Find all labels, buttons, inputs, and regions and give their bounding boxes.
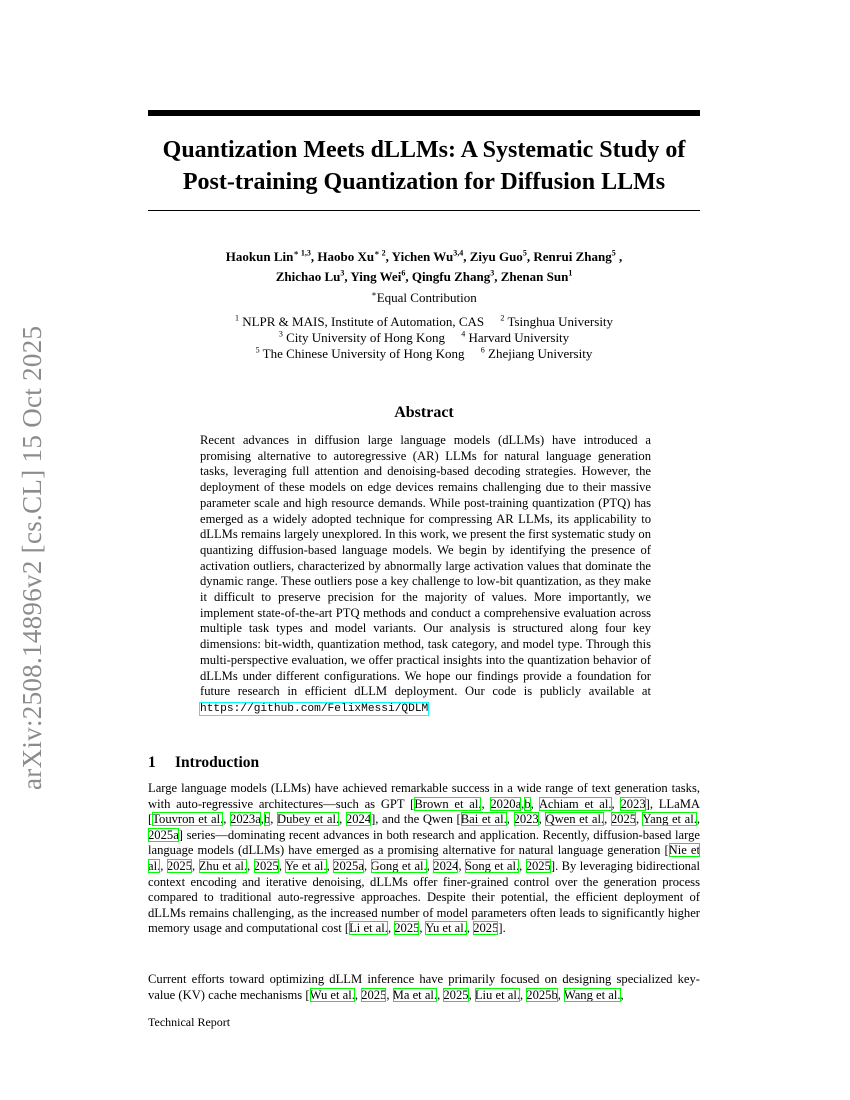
footnote-mark: ∗ [371,289,377,299]
affiliation-mark: 4 [461,329,466,339]
paragraph-text: ]. [498,921,506,936]
author-affiliation-mark: ∗ 1,3 [293,248,311,258]
affiliation-name: Zhejiang University [488,346,593,361]
author-name: Renrui Zhang [533,249,612,264]
paragraph-text: , [604,812,611,827]
citation-link[interactable]: Song et al. [465,858,520,873]
citation-link[interactable]: 2024 [345,812,372,827]
intro-paragraph-1 [148,781,700,937]
paragraph-text: , [339,812,346,827]
author-affiliation-mark: 5 [611,248,616,258]
citation-link[interactable]: 2020a [490,796,522,811]
paragraph-text: , [538,812,546,827]
affiliation-name: Harvard University [468,330,570,345]
citation-link[interactable]: Liu et al. [474,987,520,1002]
citation-link[interactable]: Li et al. [349,921,388,936]
citation-link[interactable]: 2024 [433,858,459,873]
paragraph-text: Current efforts toward optimizing dLLM inference have primarily focused on designing specialized key-value (KV) cache mechanisms [ [148,972,700,1002]
title-line-1: Quantization Meets dLLMs: A Systematic Study of [162,137,686,163]
paragraph-text: , [223,812,231,827]
abstract-heading: Abstract [394,404,454,421]
paragraph-text: , [278,858,285,873]
paragraph-text: , [557,987,564,1002]
citation-link[interactable]: Ye et al. [284,858,327,873]
code-link[interactable]: https://github.com/FelixMessi/QDLM [200,702,429,715]
citation-link[interactable]: 2025 [166,858,193,873]
paragraph-text: , [530,796,539,811]
paragraph-text: , [458,858,466,873]
affiliation-mark: 3 [278,329,283,339]
paragraph-text: , [696,812,701,827]
author-affiliation-mark: 3 [340,268,345,278]
paragraph-text: , [247,858,254,873]
citation-link[interactable]: Zhu et al. [198,858,248,873]
equal-contribution-note [148,290,700,306]
paragraph-text: , [519,858,526,873]
section-title: Introduction [175,754,260,771]
citation-link[interactable]: Yang et al. [642,812,697,827]
citation-link[interactable]: 2025 [253,858,279,873]
paragraph-text: ] series—dominating recent advances in both research and application. Recently, diffusion-based large language models (dLLMs) have emerged as a promising alternative for natural language generation [ [148,827,700,858]
equal-contribution-text: Equal Contribution [376,290,477,305]
paragraph-text: , [386,987,393,1002]
citation-link[interactable]: 2025a [333,858,364,873]
paragraph-text: , [468,987,475,1002]
paragraph-text: , [192,858,199,873]
section-number: 1 [148,754,156,771]
affiliation-mark: 2 [500,313,505,323]
title-line-2: Post-training Quantization for Diffusion LLMs [182,169,666,195]
paragraph-text: ]. By leveraging bidirectional context encoding and iterative denoising, dLLMs offer finer-grained control over the generation process compared to traditional auto-regressive approaches. Despite their potential, the efficient deployment of dLLMs remains challenging, as the increased number of model parameters often leads to significantly higher memory usage and computational cost [ [148,858,701,936]
footer-label: Technical Report [148,1015,231,1029]
citation-link[interactable]: b [263,812,271,827]
paragraph-text: , [326,858,334,873]
abstract-body [200,433,651,718]
intro-paragraph-2 [148,972,700,1003]
author-affiliation-mark: ∗ 2 [374,248,386,258]
citation-link[interactable]: 2023 [620,796,646,811]
citation-link[interactable]: 2025b [526,987,558,1002]
paragraph-text: , [354,987,362,1002]
paragraph-text: ], and the Qwen [ [371,812,461,827]
citation-link[interactable]: 2023 [513,812,539,827]
citation-link[interactable]: 2025 [361,987,387,1002]
paragraph-text: , [521,796,525,811]
author-name: Zhenan Sun [500,269,569,284]
author-name: Haobo Xu [317,249,375,264]
author-affiliation-mark: 3 [490,268,495,278]
title-rule [148,210,700,211]
author-name: Qingfu Zhang [411,269,491,284]
citation-link[interactable]: Wang et al. [563,987,621,1002]
affiliation-name: The Chinese University of Hong Kong [262,346,465,361]
citation-link[interactable]: Touvron et al. [152,812,224,827]
citation-link[interactable]: Ma et al. [392,987,438,1002]
citation-link[interactable]: Yu et al. [425,921,467,936]
author-name: Ying Wei [350,269,402,284]
citation-link[interactable]: b [524,796,531,811]
author-list: Haokun Lin$^{∗ 1,3}$, Haobo $Xu^{∗ 2}$, Yichen Wu$^{3,4}$, Ziyu Guo$^5$, Renrui Zhang$^5$ , Zhichao Lu$^3$, Ying Wei$^6$, Qingfu Zhang$^3$, Zhenan Sun$^1$ [225,248,623,284]
citation-link[interactable]: 2025 [394,921,420,936]
paragraph-text: , [506,812,514,827]
paragraph-text: , [426,858,434,873]
top-rule [148,110,700,116]
citation-link[interactable]: Qwen et al. [545,812,605,827]
citation-link[interactable]: Gong et al. [370,858,427,873]
affiliation-mark: 1 [234,313,239,323]
affiliation-name: Tsinghua University [507,314,614,329]
paragraph-text: , [363,858,371,873]
paragraph-text: , [160,858,167,873]
paragraph-text: , [636,812,643,827]
citation-link[interactable]: Wu et al. [309,987,355,1002]
author-affiliation-mark: 3,4 [453,248,464,258]
citation-link[interactable]: 2025a [148,827,179,842]
paragraph-text: , [481,796,491,811]
paper-title [148,134,700,198]
author-affiliation-mark: 5 [522,248,527,258]
author-name: Yichen Wu [391,249,454,264]
paragraph-text: , [611,796,621,811]
citation-link[interactable]: 2025 [525,858,551,873]
citation-link[interactable]: Dubey et al. [277,812,340,827]
paragraph-text: , [270,812,278,827]
affiliation-name: NLPR & MAIS, Institute of Automation, CAS [242,314,485,329]
citation-link[interactable]: 2025 [473,921,499,936]
author-name: Zhichao Lu [275,269,341,284]
affiliation-name: City University of Hong Kong [286,330,445,345]
citation-link[interactable]: 2025 [443,987,469,1002]
paragraph-text: , [260,812,264,827]
citation-link[interactable]: Achiam et al. [538,796,612,811]
paragraph-text: , [437,987,444,1002]
paragraph-text: ], LLaMA [ [148,796,700,827]
citation-link[interactable]: Bai et al. [460,812,507,827]
author-affiliation-mark: 6 [401,268,406,278]
affiliation-list [148,314,700,362]
author-name: Haokun Lin [225,249,294,264]
arxiv-identifier: arXiv:2508.14896v2 [cs.CL] 15 Oct 2025 [17,325,47,790]
paragraph-text: , [519,987,527,1002]
section-heading [148,754,259,772]
citation-link[interactable]: 2025 [610,812,637,827]
author-name: Ziyu Guo [469,249,523,264]
paragraph-text: , [387,921,395,936]
paragraph-text: , [419,921,426,936]
citation-link[interactable]: Nie et al. [148,843,701,873]
paragraph-text: , [466,921,474,936]
affiliation-mark: 5 [255,345,260,355]
abstract-text: Recent advances in diffusion large language models (dLLMs) have introduced a promising alternative to autoregressive (AR) LLMs for natural language generation tasks, leveraging full attention and denoising-based decoding strategies. However, the deployment of these models on edge devices remains challenging due to their massive parameter scale and high resource demands. While post-training quantization (PTQ) has emerged as a widely adopted technique for compressing AR LLMs, its applicability to dLLMs remains largely unexplored. In this work, we present the first systematic study on quantizing diffusion-based language models. We begin by identifying the presence of activation outliers, characterized by abnormally large activation values that dominate the dynamic range. These outliers pose a key challenge to low-bit quantization, as they make it difficult to preserve precision for the majority of values. More importantly, we implement state-of-the-art PTQ methods and conduct a comprehensive evaluation across multiple task types and model variants. Our analysis is structured along four key dimensions: bit-width, quantization method, task category, and model type. Through this multi-perspective evaluation, we offer practical insights into the quantization behavior of dLLMs under different configurations. We hope our findings provide a foundation for future research in efficient dLLM deployment. Our code is publicly available at [200,433,651,699]
paragraph-text: , [620,987,624,1002]
citation-link[interactable]: Brown et al. [414,796,482,811]
affiliation-mark: 6 [480,345,485,355]
paragraph-text: Large language models (LLMs) have achieved remarkable success in a wide range of text generation tasks, with auto-regressive architectures—such as GPT [ [148,781,700,811]
citation-link[interactable]: 2023a [230,812,261,827]
author-affiliation-mark: 1 [568,268,573,278]
